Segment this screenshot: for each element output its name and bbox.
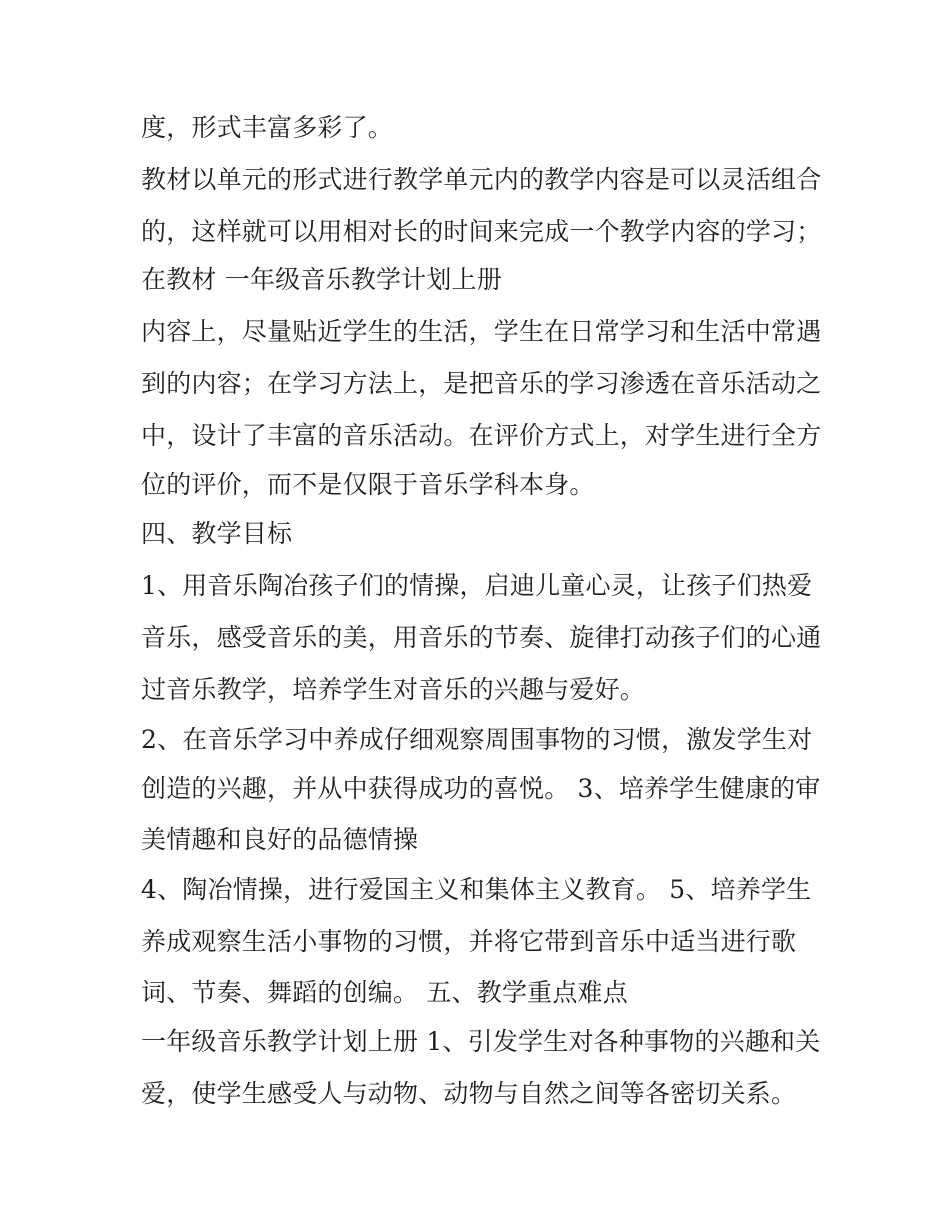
text-line: 一年级音乐教学计划上册 1、引发学生对各种事物的兴趣和关 — [141, 1027, 821, 1056]
text-line: 创造的兴趣，并从中获得成功的喜悦。 3、培养学生健康的审 — [141, 774, 821, 803]
text-line: 词、节奏、舞蹈的创编。 五、教学重点难点 — [141, 978, 628, 1007]
text-line: 在教材 一年级音乐教学计划上册 — [141, 265, 502, 294]
text-line: 1、用音乐陶冶孩子们的情操，启迪儿童心灵，让孩子们热爱 — [141, 571, 813, 600]
text-line: 教材以单元的形式进行教学单元内的教学内容是可以灵活组合 — [141, 165, 822, 194]
section-heading: 四、教学目标 — [141, 519, 293, 548]
text-line: 2、在音乐学习中养成仔细观察周围事物的习惯，激发学生对 — [141, 725, 813, 754]
text-line: 过音乐教学，培养学生对音乐的兴趣与爱好。 — [141, 675, 646, 704]
text-line: 4、陶冶情操，进行爱国主义和集体主义教育。 5、培养学生 — [141, 875, 812, 904]
text-line: 度，形式丰富多彩了。 — [141, 113, 394, 142]
text-line: 中，设计了丰富的音乐活动。在评价方式上，对学生进行全方 — [141, 421, 822, 450]
text-line: 位的评价，而不是仅限于音乐学科本身。 — [141, 470, 595, 499]
text-line: 到的内容；在学习方法上，是把音乐的学习渗透在音乐活动之 — [141, 369, 822, 398]
text-line: 的，这样就可以用相对长的时间来完成一个教学内容的学习； — [141, 217, 822, 246]
text-line: 音乐，感受音乐的美，用音乐的节奏、旋律打动孩子们的心通 — [141, 623, 822, 652]
text-line: 养成观察生活小事物的习惯，并将它带到音乐中适当进行歌 — [141, 927, 797, 956]
text-line: 爱，使学生感受人与动物、动物与自然之间等各密切关系。 — [141, 1079, 797, 1108]
text-line: 美情趣和良好的品德情操 — [141, 825, 419, 854]
text-line: 内容上，尽量贴近学生的生活，学生在日常学习和生活中常遇 — [141, 317, 822, 346]
